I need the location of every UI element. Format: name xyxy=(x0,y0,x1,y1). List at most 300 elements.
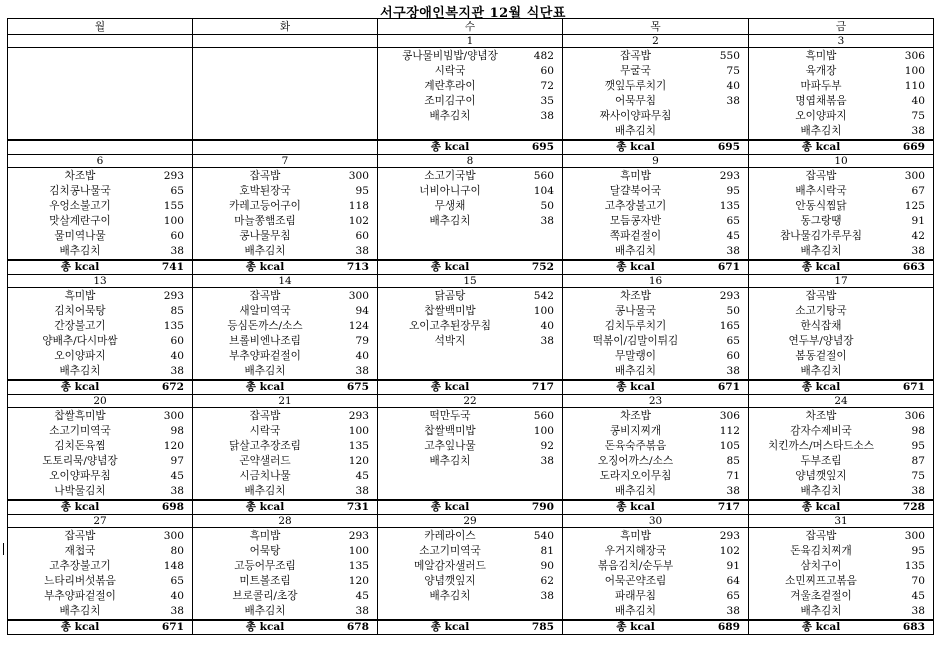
menu-item xyxy=(757,64,925,79)
dish-kcal: 100 xyxy=(533,425,554,437)
menu-item xyxy=(201,454,369,469)
dish-kcal: 38 xyxy=(355,365,369,377)
menu-item xyxy=(386,574,554,589)
dish-name: 흑미밥 xyxy=(64,290,96,302)
dish-name: 소고기미역국 xyxy=(419,545,481,557)
menu-item xyxy=(201,469,369,484)
dish-kcal: 42 xyxy=(911,230,925,242)
dish-name: 콩비지찌개 xyxy=(609,425,662,437)
dish-name: 잡곡밥 xyxy=(64,530,96,542)
dish-kcal: 110 xyxy=(904,80,925,92)
menu-item xyxy=(571,439,740,454)
dish-name: 배추김치 xyxy=(615,485,656,497)
dish-kcal: 38 xyxy=(726,485,740,497)
total-label: 총 kcal xyxy=(60,381,100,393)
dish-name: 배추김치 xyxy=(244,605,286,617)
day-number: 28 xyxy=(193,515,378,528)
dish-kcal: 75 xyxy=(726,65,740,77)
total-kcal-value: 713 xyxy=(346,261,369,273)
dish-kcal: 38 xyxy=(355,245,369,257)
total-cell xyxy=(193,260,378,275)
total-cell xyxy=(8,140,193,155)
dish-name: 닭곰탕 xyxy=(434,290,466,302)
menu-item xyxy=(571,289,740,304)
dish-kcal: 38 xyxy=(540,335,554,347)
dish-kcal: 306 xyxy=(904,50,925,62)
day-number-row xyxy=(8,275,934,288)
menu-item xyxy=(757,49,925,64)
menu-item xyxy=(571,469,740,484)
dish-name: 부추양파겉절이 xyxy=(44,590,116,602)
dish-name: 배추김치 xyxy=(800,245,842,257)
dish-kcal: 102 xyxy=(719,545,740,557)
total-kcal-value: 671 xyxy=(902,381,925,393)
menu-item xyxy=(201,574,369,589)
total-cell xyxy=(193,620,378,635)
dish-kcal: 45 xyxy=(355,590,369,602)
menu-cell xyxy=(563,168,749,261)
menu-item xyxy=(757,79,925,94)
total-cell xyxy=(193,380,378,395)
day-number: 14 xyxy=(193,275,378,288)
menu-item xyxy=(16,424,184,439)
menu-cell xyxy=(749,288,934,381)
total-kcal-value: 717 xyxy=(717,501,740,513)
dish-kcal: 306 xyxy=(719,410,740,422)
dish-name: 오이양파지 xyxy=(795,110,847,122)
menu-item xyxy=(16,349,184,364)
menu-item xyxy=(757,94,925,109)
dish-name: 쪽파겉절이 xyxy=(609,230,662,242)
total-cell xyxy=(563,140,749,155)
dish-kcal: 38 xyxy=(726,245,740,257)
dish-name: 오이양파무침 xyxy=(49,470,111,482)
dish-name: 카레라이스 xyxy=(424,530,476,542)
total-cell xyxy=(8,620,193,635)
dish-kcal: 40 xyxy=(726,80,740,92)
dish-name: 차조밥 xyxy=(64,170,96,182)
total-cell xyxy=(749,500,934,515)
dish-name: 어묵탕 xyxy=(249,545,281,557)
day-number: 10 xyxy=(749,155,934,168)
menu-item xyxy=(571,364,740,379)
menu-item xyxy=(386,559,554,574)
dish-kcal: 120 xyxy=(348,575,369,587)
dish-kcal: 542 xyxy=(533,290,554,302)
menu-item xyxy=(16,169,184,184)
day-number-row xyxy=(8,395,934,408)
dish-name: 느타리버섯볶음 xyxy=(44,575,116,587)
dish-kcal: 38 xyxy=(170,245,184,257)
menu-item xyxy=(757,199,925,214)
dish-name: 돈육숙주볶음 xyxy=(604,440,667,452)
menu-item xyxy=(757,319,925,334)
dish-name: 미트볼조림 xyxy=(239,575,291,587)
dish-kcal: 60 xyxy=(170,335,184,347)
day-number: 7 xyxy=(193,155,378,168)
day-number-row xyxy=(8,515,934,528)
total-cell xyxy=(378,140,563,155)
dish-kcal: 35 xyxy=(540,95,554,107)
dish-kcal: 300 xyxy=(904,530,925,542)
dish-name: 우엉소불고기 xyxy=(49,200,111,212)
total-cell xyxy=(378,260,563,275)
dish-kcal: 72 xyxy=(540,80,554,92)
dish-kcal: 40 xyxy=(540,320,554,332)
dish-name: 등심돈까스/소스 xyxy=(227,320,303,332)
menu-item xyxy=(201,289,369,304)
total-label: 총 kcal xyxy=(430,621,470,633)
dish-kcal: 65 xyxy=(726,335,740,347)
total-cell xyxy=(378,620,563,635)
dish-name: 짜사이양파무침 xyxy=(599,110,672,122)
menu-item xyxy=(571,304,740,319)
dish-name: 배추김치 xyxy=(59,365,101,377)
dish-kcal: 50 xyxy=(726,305,740,317)
dish-kcal: 293 xyxy=(348,410,369,422)
menu-item xyxy=(757,484,925,499)
dish-name: 마파두부 xyxy=(800,80,842,92)
dish-name: 어묵무침 xyxy=(615,95,656,107)
menu-item xyxy=(571,124,740,139)
menu-item xyxy=(571,589,740,604)
dish-kcal: 293 xyxy=(719,170,740,182)
menu-item xyxy=(386,409,554,424)
menu-item xyxy=(571,244,740,259)
menu-cell xyxy=(563,528,749,621)
total-kcal-value: 683 xyxy=(902,621,925,633)
day-number: 31 xyxy=(749,515,934,528)
dish-kcal: 540 xyxy=(533,530,554,542)
menu-item xyxy=(386,169,554,184)
dish-name: 돈육김치찌개 xyxy=(790,545,852,557)
menu-cell xyxy=(8,48,193,141)
total-label: 총 kcal xyxy=(60,261,100,273)
menu-cell xyxy=(193,168,378,261)
dish-kcal: 38 xyxy=(726,95,740,107)
dish-name: 양념깻잎지 xyxy=(795,470,847,482)
menu-table xyxy=(7,18,934,635)
dish-name: 흑미밥 xyxy=(620,170,651,182)
dish-name: 배추김치 xyxy=(429,110,471,122)
dish-name: 부추양파겉절이 xyxy=(229,350,301,362)
dish-kcal: 100 xyxy=(533,305,554,317)
menu-item xyxy=(386,184,554,199)
dish-name: 삼치구이 xyxy=(800,560,842,572)
dish-kcal: 65 xyxy=(170,185,184,197)
dish-kcal: 300 xyxy=(348,290,369,302)
day-number: 8 xyxy=(378,155,563,168)
menu-item xyxy=(571,94,740,109)
total-kcal-value: 790 xyxy=(531,501,554,513)
menu-item xyxy=(386,94,554,109)
dish-kcal: 97 xyxy=(170,455,184,467)
menu-item xyxy=(757,409,925,424)
total-kcal-value: 695 xyxy=(531,141,554,153)
menu-cell xyxy=(193,408,378,501)
day-number: 1 xyxy=(378,35,563,48)
menu-item xyxy=(201,334,369,349)
menu-cell xyxy=(749,408,934,501)
menu-item xyxy=(571,604,740,619)
day-number: 20 xyxy=(8,395,193,408)
total-row xyxy=(8,140,934,155)
dish-kcal: 67 xyxy=(911,185,925,197)
dish-name: 고추장불고기 xyxy=(49,560,111,572)
dish-name: 김치어묵탕 xyxy=(54,305,106,317)
day-number: 30 xyxy=(563,515,749,528)
dish-kcal: 60 xyxy=(726,350,740,362)
menu-item xyxy=(16,184,184,199)
dish-name: 브롤비엔나조림 xyxy=(229,335,301,347)
menu-item xyxy=(201,364,369,379)
dish-kcal: 38 xyxy=(170,605,184,617)
total-kcal-value: 675 xyxy=(346,381,369,393)
menu-item xyxy=(757,349,925,364)
dish-kcal: 64 xyxy=(726,575,740,587)
dish-kcal: 45 xyxy=(355,470,369,482)
dish-kcal: 91 xyxy=(911,215,925,227)
total-kcal-value: 695 xyxy=(717,141,740,153)
dish-name: 모듬콩자반 xyxy=(609,215,662,227)
dish-kcal: 38 xyxy=(170,365,184,377)
menu-cell xyxy=(8,408,193,501)
dish-kcal: 65 xyxy=(170,575,184,587)
total-label: 총 kcal xyxy=(801,501,841,513)
menu-item xyxy=(386,304,554,319)
total-label: 총 kcal xyxy=(430,381,470,393)
dish-kcal: 100 xyxy=(348,545,369,557)
menu-item xyxy=(757,574,925,589)
dish-name: 잡곡밥 xyxy=(805,290,837,302)
dish-name: 너비아니구이 xyxy=(419,185,481,197)
dish-name: 배추김치 xyxy=(59,245,101,257)
dish-kcal: 65 xyxy=(726,590,740,602)
menu-item xyxy=(571,349,740,364)
dish-name: 배추김치 xyxy=(800,125,842,137)
dish-name: 떡만두국 xyxy=(429,410,471,422)
total-cell xyxy=(749,140,934,155)
menu-item xyxy=(571,79,740,94)
total-label: 총 kcal xyxy=(801,381,841,393)
dish-name: 찹쌀백미밥 xyxy=(424,425,476,437)
dish-kcal: 98 xyxy=(911,425,925,437)
dish-kcal: 38 xyxy=(540,110,554,122)
dish-name: 도라지오이무침 xyxy=(599,470,672,482)
dish-name: 나박물김치 xyxy=(54,485,106,497)
dish-kcal: 50 xyxy=(540,200,554,212)
dish-name: 오이양파지 xyxy=(54,350,106,362)
menu-item xyxy=(571,199,740,214)
total-cell xyxy=(749,260,934,275)
dish-name: 고등어무조림 xyxy=(234,560,296,572)
dish-name: 고추장불고기 xyxy=(604,200,667,212)
dish-name: 어묵곤약조림 xyxy=(604,575,667,587)
dish-name: 물미역나물 xyxy=(54,230,106,242)
menu-item xyxy=(201,199,369,214)
dish-kcal: 38 xyxy=(355,605,369,617)
dish-name: 잡곡밥 xyxy=(249,170,281,182)
dish-name: 잡곡밥 xyxy=(805,170,837,182)
dish-kcal: 98 xyxy=(170,425,184,437)
total-cell xyxy=(749,380,934,395)
menu-item xyxy=(571,334,740,349)
menu-item xyxy=(16,319,184,334)
dish-name: 육개장 xyxy=(805,65,837,77)
dish-kcal: 92 xyxy=(540,440,554,452)
menu-item xyxy=(571,169,740,184)
day-number: 15 xyxy=(378,275,563,288)
menu-item xyxy=(16,469,184,484)
dish-name: 차조밥 xyxy=(805,410,837,422)
dish-name: 흑미밥 xyxy=(249,530,281,542)
menu-item xyxy=(201,439,369,454)
dish-name: 배추김치 xyxy=(244,245,286,257)
dish-kcal: 482 xyxy=(533,50,554,62)
dish-name: 무말랭이 xyxy=(615,350,656,362)
dish-name: 카레고등어구이 xyxy=(229,200,301,212)
dish-kcal: 135 xyxy=(163,320,184,332)
menu-item xyxy=(757,334,925,349)
menu-item xyxy=(757,109,925,124)
dish-name: 고추잎나물 xyxy=(424,440,476,452)
dish-name: 잡곡밥 xyxy=(249,290,281,302)
dish-name: 콩나물국 xyxy=(615,305,656,317)
dish-kcal: 75 xyxy=(911,470,925,482)
menu-item xyxy=(201,484,369,499)
total-label: 총 kcal xyxy=(616,381,655,393)
dish-kcal: 38 xyxy=(911,485,925,497)
dish-name: 배추김치 xyxy=(800,605,842,617)
dish-kcal: 38 xyxy=(540,590,554,602)
weekday-header-row xyxy=(8,19,934,35)
menu-row xyxy=(8,168,934,261)
weekday-fri: 금 xyxy=(749,19,934,35)
dish-kcal: 40 xyxy=(355,350,369,362)
total-label: 총 kcal xyxy=(801,261,841,273)
menu-item xyxy=(201,169,369,184)
menu-item xyxy=(571,49,740,64)
day-number: 13 xyxy=(8,275,193,288)
dish-name: 메알감자샐러드 xyxy=(414,560,486,572)
dish-kcal: 81 xyxy=(540,545,554,557)
dish-name: 배추김치 xyxy=(800,365,842,377)
menu-item xyxy=(16,409,184,424)
menu-cell xyxy=(378,48,563,141)
dish-kcal: 293 xyxy=(348,530,369,542)
dish-kcal: 87 xyxy=(911,455,925,467)
total-cell xyxy=(193,140,378,155)
total-kcal-value: 741 xyxy=(161,261,184,273)
dish-kcal: 94 xyxy=(355,305,369,317)
day-number: 21 xyxy=(193,395,378,408)
total-cell xyxy=(8,500,193,515)
dish-name: 감자수제비국 xyxy=(790,425,852,437)
dish-name: 연두부/양념장 xyxy=(788,335,854,347)
dish-kcal: 112 xyxy=(719,425,740,437)
menu-item xyxy=(571,559,740,574)
dish-name: 배추김치 xyxy=(59,605,101,617)
dish-name: 무굴국 xyxy=(620,65,651,77)
dish-name: 흑미밥 xyxy=(805,50,837,62)
menu-item xyxy=(571,529,740,544)
menu-item xyxy=(571,409,740,424)
total-kcal-value: 698 xyxy=(161,501,184,513)
menu-item xyxy=(757,439,925,454)
dish-name: 새알미역국 xyxy=(239,305,291,317)
dish-name: 봄동겉절이 xyxy=(795,350,847,362)
menu-item xyxy=(757,529,925,544)
total-kcal-value: 678 xyxy=(346,621,369,633)
total-row xyxy=(8,500,934,515)
menu-item xyxy=(201,319,369,334)
dish-kcal: 100 xyxy=(348,425,369,437)
menu-item xyxy=(201,184,369,199)
menu-item xyxy=(16,559,184,574)
dish-kcal: 155 xyxy=(163,200,184,212)
total-kcal-value: 717 xyxy=(531,381,554,393)
menu-item xyxy=(386,79,554,94)
total-cell xyxy=(563,620,749,635)
total-cell xyxy=(193,500,378,515)
total-kcal-value: 752 xyxy=(531,261,554,273)
dish-name: 차조밥 xyxy=(620,290,651,302)
dish-kcal: 45 xyxy=(170,470,184,482)
menu-item xyxy=(16,229,184,244)
menu-item xyxy=(16,589,184,604)
dish-name: 잡곡밥 xyxy=(620,50,651,62)
menu-item xyxy=(386,289,554,304)
menu-item xyxy=(16,334,184,349)
dish-name: 배추김치 xyxy=(429,590,471,602)
menu-item xyxy=(201,424,369,439)
total-label: 총 kcal xyxy=(616,141,655,153)
dish-kcal: 102 xyxy=(348,215,369,227)
dish-name: 간장불고기 xyxy=(54,320,106,332)
dish-kcal: 560 xyxy=(533,170,554,182)
dish-kcal: 71 xyxy=(726,470,740,482)
dish-name: 잡곡밥 xyxy=(805,530,837,542)
dish-name: 두부조림 xyxy=(800,455,842,467)
total-label: 총 kcal xyxy=(430,501,470,513)
total-kcal-value: 671 xyxy=(717,381,740,393)
dish-name: 석박지 xyxy=(434,335,466,347)
dish-kcal: 95 xyxy=(911,440,925,452)
menu-item xyxy=(757,124,925,139)
menu-item xyxy=(757,184,925,199)
dish-kcal: 135 xyxy=(348,560,369,572)
menu-item xyxy=(16,364,184,379)
dish-kcal: 65 xyxy=(726,215,740,227)
menu-item xyxy=(16,304,184,319)
dish-name: 닭살고추장조림 xyxy=(229,440,301,452)
menu-item xyxy=(386,439,554,454)
dish-name: 볶음김치/순두부 xyxy=(597,560,674,572)
dish-name: 배추김치 xyxy=(800,485,842,497)
day-number: 22 xyxy=(378,395,563,408)
dish-kcal: 60 xyxy=(355,230,369,242)
day-number: 27 xyxy=(8,515,193,528)
menu-cell xyxy=(378,168,563,261)
menu-item xyxy=(201,304,369,319)
menu-item xyxy=(201,244,369,259)
dish-name: 차조밥 xyxy=(620,410,651,422)
menu-item xyxy=(16,244,184,259)
dish-name: 잡곡밥 xyxy=(249,410,281,422)
total-label: 총 kcal xyxy=(60,621,100,633)
dish-kcal: 38 xyxy=(911,605,925,617)
dish-name: 흑미밥 xyxy=(620,530,651,542)
